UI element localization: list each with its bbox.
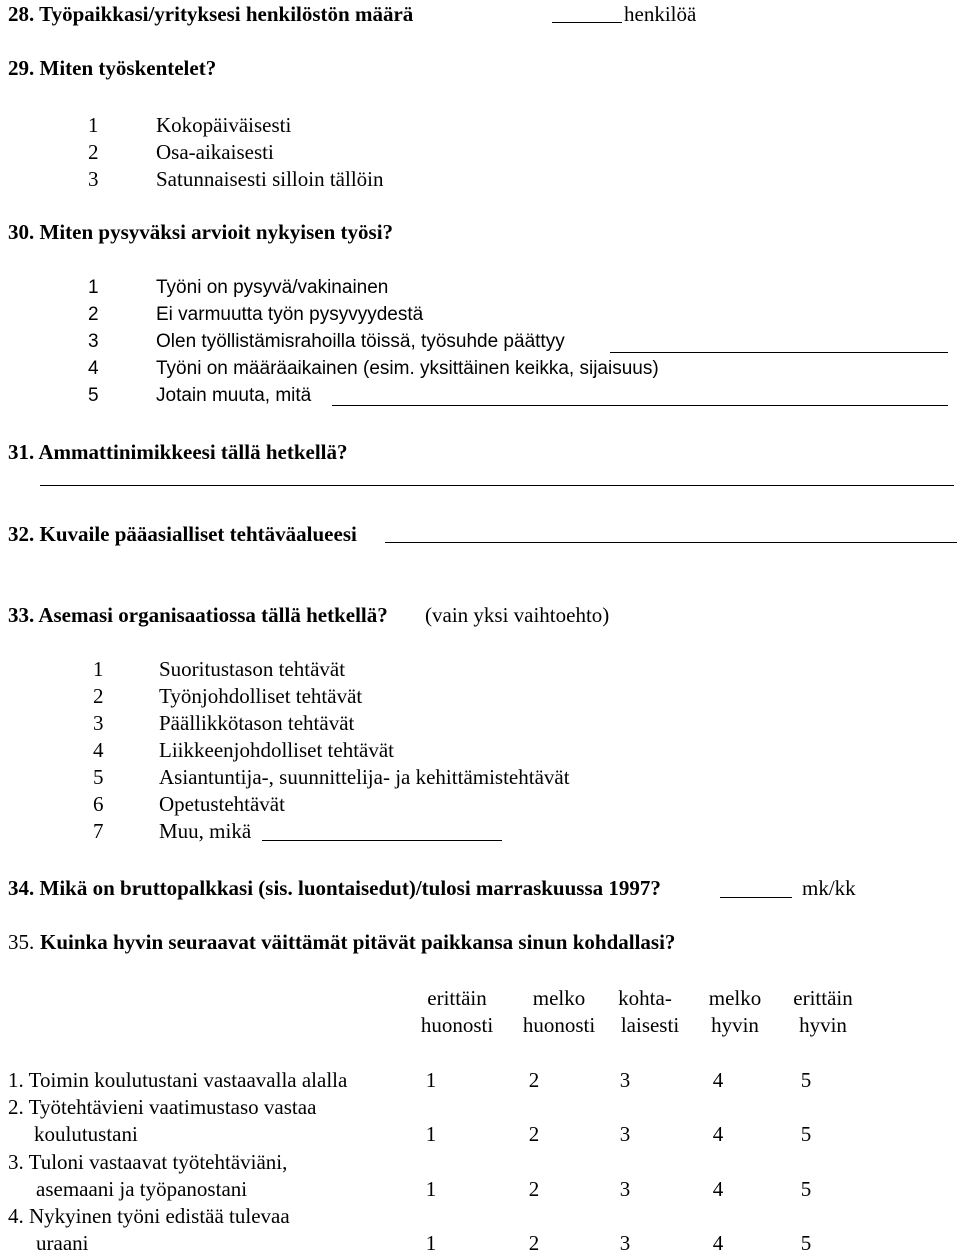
scale-header-top: melko <box>532 986 586 1010</box>
statement-line: koulutustani <box>34 1122 138 1146</box>
statement-line: 4. Nykyinen työni edistää tulevaa <box>8 1204 290 1228</box>
rating-option[interactable]: 3 <box>619 1122 631 1146</box>
q32-answer-line[interactable] <box>385 542 957 543</box>
scale-header-bottom: hyvin <box>799 1013 847 1037</box>
q30-option3-answer-line[interactable] <box>610 352 948 353</box>
q30-option-num: 1 <box>88 277 99 298</box>
q34-label: 34. Mikä on bruttopalkkasi (sis. luontaisedut)/tulosi marraskuussa 1997? <box>8 876 661 900</box>
q30-option-num: 5 <box>88 385 99 406</box>
q33-option-num: 6 <box>93 792 104 816</box>
scale-header-top: kohta- <box>618 986 672 1010</box>
q33-option-num: 5 <box>93 765 104 789</box>
scale-header-bottom: laisesti <box>620 1013 680 1037</box>
q30-option-text[interactable]: Työni on määräaikainen (esim. yksittäinen keikka, sijaisuus) <box>156 358 659 379</box>
statement-line: asemaani ja työpanostani <box>36 1177 248 1201</box>
rating-option[interactable]: 5 <box>800 1231 812 1255</box>
rating-option[interactable]: 2 <box>528 1177 540 1201</box>
q30-option-num: 4 <box>88 358 99 379</box>
q34-unit: mk/kk <box>802 876 856 900</box>
rating-option[interactable]: 2 <box>528 1122 540 1146</box>
q33-option-text[interactable]: Suoritustason tehtävät <box>159 657 346 681</box>
q33-option-text[interactable]: Muu, mikä <box>159 819 252 843</box>
q30-option-text[interactable]: Olen työllistämisrahoilla töissä, työsuhde päättyy <box>156 331 565 352</box>
scale-header-bottom: huonosti <box>522 1013 596 1037</box>
q30-option-text[interactable]: Jotain muuta, mitä <box>156 385 312 406</box>
rating-option[interactable]: 1 <box>425 1231 437 1255</box>
rating-option[interactable]: 4 <box>712 1122 724 1146</box>
q30-option-text[interactable]: Ei varmuutta työn pysyvyydestä <box>156 304 424 325</box>
rating-option[interactable]: 5 <box>800 1122 812 1146</box>
q35-label: Kuinka hyvin seuraavat väittämät pitävät paikkansa sinun kohdallasi? <box>40 930 676 954</box>
q30-option-text[interactable]: Työni on pysyvä/vakinainen <box>156 277 389 298</box>
q29-option-text[interactable]: Kokopäiväisesti <box>156 113 292 137</box>
statement-line: uraani <box>36 1231 89 1255</box>
rating-option[interactable]: 3 <box>619 1177 631 1201</box>
q33-option7-answer-line[interactable] <box>262 840 502 841</box>
rating-option[interactable]: 3 <box>619 1231 631 1255</box>
q30-label: 30. Miten pysyväksi arvioit nykyisen työsi? <box>8 220 394 244</box>
statement-line: 2. Työtehtävieni vaatimustaso vastaa <box>8 1095 317 1119</box>
scale-header-top: melko <box>708 986 762 1010</box>
rating-option[interactable]: 5 <box>800 1177 812 1201</box>
q29-option-text[interactable]: Satunnaisesti silloin tällöin <box>156 167 384 191</box>
q33-option-num: 1 <box>93 657 104 681</box>
q29-label: 29. Miten työskentelet? <box>8 56 217 80</box>
q33-option-text[interactable]: Liikkeenjohdolliset tehtävät <box>159 738 395 762</box>
q29-option-num: 2 <box>88 140 99 164</box>
q35-number: 35. <box>8 930 35 954</box>
q33-option-text[interactable]: Opetustehtävät <box>159 792 285 816</box>
rating-option[interactable]: 2 <box>528 1068 540 1092</box>
rating-option[interactable]: 4 <box>712 1068 724 1092</box>
q33-option-num: 3 <box>93 711 104 735</box>
scale-header-top: erittäin <box>793 986 853 1010</box>
q33-option-num: 2 <box>93 684 104 708</box>
q28-label: 28. Työpaikkasi/yrityksesi henkilöstön määrä <box>8 2 414 26</box>
rating-option[interactable]: 1 <box>425 1122 437 1146</box>
rating-option[interactable]: 2 <box>528 1231 540 1255</box>
q33-option-num: 4 <box>93 738 104 762</box>
q33-option-text[interactable]: Päällikkötason tehtävät <box>159 711 355 735</box>
rating-option[interactable]: 5 <box>800 1068 812 1092</box>
q29-option-num: 1 <box>88 113 99 137</box>
q30-option-num: 3 <box>88 331 99 352</box>
q31-label: 31. Ammattinimikkeesi tällä hetkellä? <box>8 440 348 464</box>
statement-line: 3. Tuloni vastaavat työtehtäviäni, <box>8 1150 288 1174</box>
rating-option[interactable]: 3 <box>619 1068 631 1092</box>
q30-option-num: 2 <box>88 304 99 325</box>
q33-option-text[interactable]: Asiantuntija-, suunnittelija- ja kehittämistehtävät <box>159 765 570 789</box>
q34-answer-line[interactable] <box>720 897 792 898</box>
rating-option[interactable]: 4 <box>712 1231 724 1255</box>
rating-option[interactable]: 1 <box>425 1177 437 1201</box>
q33-option-num: 7 <box>93 819 104 843</box>
q33-option-text[interactable]: Työnjohdolliset tehtävät <box>159 684 363 708</box>
q31-answer-line[interactable] <box>40 485 954 486</box>
q30-option5-answer-line[interactable] <box>332 405 948 406</box>
q33-label: 33. Asemasi organisaatiossa tällä hetkellä? <box>8 603 388 627</box>
scale-header-top: erittäin <box>427 986 487 1010</box>
q32-label: 32. Kuvaile pääasialliset tehtäväalueesi <box>8 522 357 546</box>
q29-option-num: 3 <box>88 167 99 191</box>
scale-header-bottom: huonosti <box>420 1013 494 1037</box>
rating-option[interactable]: 4 <box>712 1177 724 1201</box>
q33-note: (vain yksi vaihtoehto) <box>425 603 610 627</box>
statement-line: 1. Toimin koulutustani vastaavalla alalla <box>8 1068 348 1092</box>
q28-answer-line[interactable] <box>552 22 622 23</box>
q28-unit: henkilöä <box>624 2 697 26</box>
scale-header-bottom: hyvin <box>711 1013 759 1037</box>
rating-option[interactable]: 1 <box>425 1068 437 1092</box>
q29-option-text[interactable]: Osa-aikaisesti <box>156 140 274 164</box>
